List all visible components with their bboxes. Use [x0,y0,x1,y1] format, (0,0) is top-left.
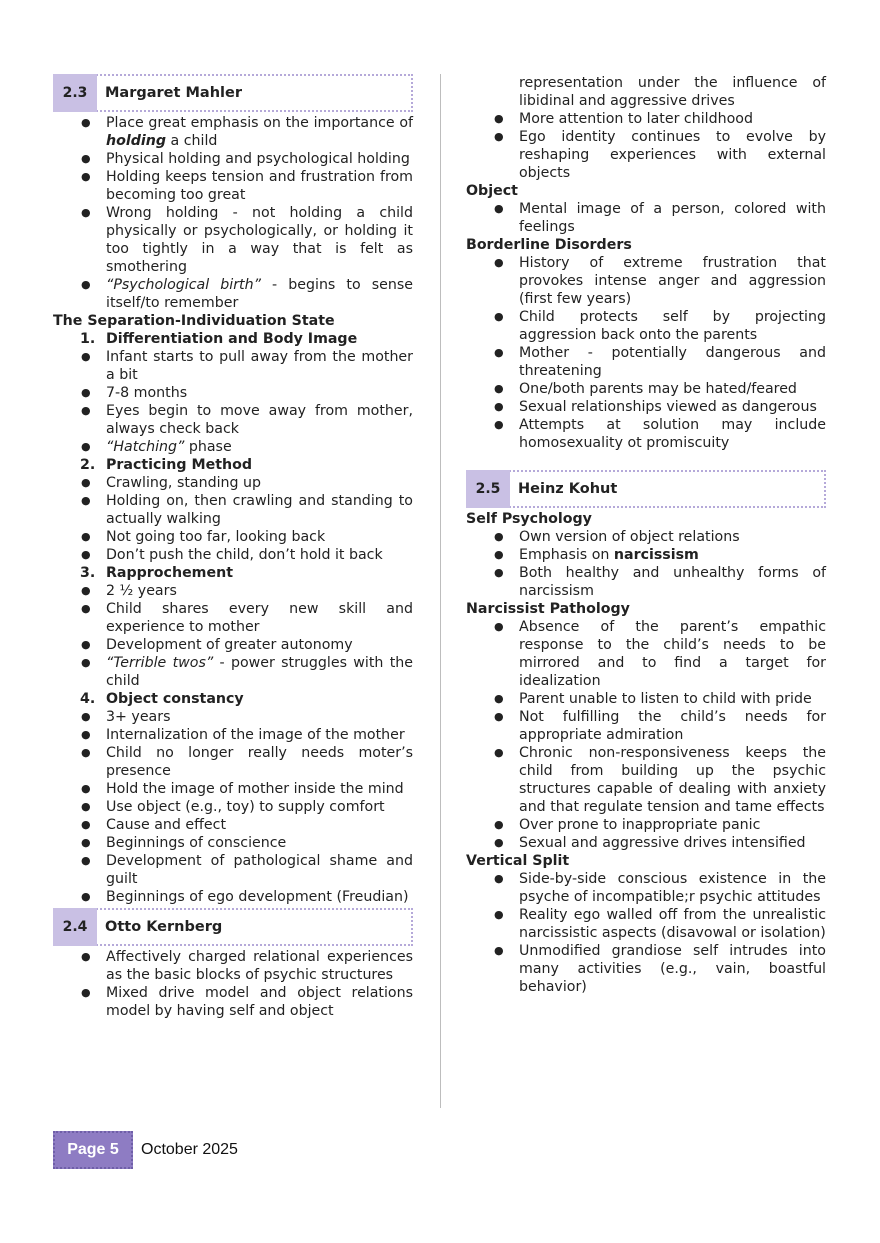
right-column [466,74,826,996]
list-item: ● Unmodified grandiose self intrudes into many activities (e.g., vain, boastful behavior) [466,942,826,996]
list-item: ● Holding keeps tension and frustration from becoming too great [53,168,413,204]
list-item: ● Mental image of a person, colored with feelings [466,200,826,236]
list-item: ● 3+ years [53,708,413,726]
section-header-2-5 [466,470,826,508]
stage-title: 2. Practicing Method [80,457,253,473]
section-title: Margaret Mahler [105,85,242,101]
list-item: ● Use object (e.g., toy) to supply comfort [53,798,413,816]
list-item: ● Eyes begin to move away from mother, always check back [53,402,413,438]
list-item: ● 2 ½ years [53,582,413,600]
list-item: ● Emphasis on narcissism [466,546,826,564]
list-item: ● Reality ego walled off from the unrealistic narcissistic aspects (disavowal or isolation) [466,906,826,942]
list-item: ● History of extreme frustration that provokes intense anger and aggression (first few years) [466,254,826,308]
list-item: ● Crawling, standing up [53,474,413,492]
list-item: ● Beginnings of conscience [53,834,413,852]
list-item: ● Physical holding and psychological holding [53,150,413,168]
subheading: Narcissist Pathology [466,601,630,617]
list-item: ● Don’t push the child, don’t hold it back [53,546,413,564]
list-item: ● Development of greater autonomy [53,636,413,654]
list-item: ● Holding on, then crawling and standing to actually walking [53,492,413,528]
stage-1 [53,330,413,348]
list-item: ● Mixed drive model and object relations model by having self and object [53,984,413,1020]
page-number-badge: Page 5 [53,1131,133,1169]
list-item: ● More attention to later childhood [466,110,826,128]
stage-3 [53,564,413,582]
section-number: 2.3 [53,74,97,112]
list-item: ● 7-8 months [53,384,413,402]
list-item: ● Internalization of the image of the mother [53,726,413,744]
list-item: ● “Psychological birth” - begins to sense itself/to remember [53,276,413,312]
section-header-2-4 [53,908,413,946]
stage-4 [53,690,413,708]
list-item: ● Attempts at solution may include homosexuality ot promiscuity [466,416,826,452]
section-number: 2.4 [53,908,97,946]
list-item: ● Affectively charged relational experiences as the basic blocks of psychic structures [53,948,413,984]
section-number: 2.5 [466,470,510,508]
section-header-2-3 [53,74,413,112]
subheading: Borderline Disorders [466,237,632,253]
subheading: The Separation-Individuation State [53,313,335,329]
footer-date: October 2025 [141,1141,238,1158]
list-item: ● Place great emphasis on the importance of holding a child [53,114,413,150]
list-item-continued: representation under the influence of libidinal and aggressive drives [519,75,826,109]
left-column [53,74,413,1020]
list-item: ● Chronic non-responsiveness keeps the child from building up the psychic structures capable of dealing with anxiety and that regulate tension and tame effects [466,744,826,816]
subheading: Vertical Split [466,853,570,869]
list-item: ● Side-by-side conscious existence in the psyche of incompatible;r psychic attitudes [466,870,826,906]
section-title: Otto Kernberg [105,919,223,935]
column-divider [440,74,441,1108]
list-item: ● Child no longer really needs moter’s presence [53,744,413,780]
list-item: ● “Hatching” phase [53,438,413,456]
mahler-list [53,114,413,312]
list-item: ● Sexual relationships viewed as dangerous [466,398,826,416]
page-footer [53,1131,238,1169]
stage-title: 3. Rapprochement [80,565,233,581]
list-item: ● Beginnings of ego development (Freudian) [53,888,413,906]
stage-title: 1. Differentiation and Body Image [80,331,358,347]
section-title: Heinz Kohut [518,481,618,497]
list-item: ● Own version of object relations [466,528,826,546]
list-item: ● Not fulfilling the child’s needs for appropriate admiration [466,708,826,744]
list-item: ● “Terrible twos” - power struggles with the child [53,654,413,690]
subheading: Self Psychology [466,511,592,527]
list-item: ● Both healthy and unhealthy forms of narcissism [466,564,826,600]
list-item: ● Parent unable to listen to child with pride [466,690,826,708]
list-item: ● Sexual and aggressive drives intensified [466,834,826,852]
list-item: ● Absence of the parent’s empathic response to the child’s needs to be mirrored and to find a target for idealization [466,618,826,690]
list-item: ● Infant starts to pull away from the mother a bit [53,348,413,384]
list-item: ● Cause and effect [53,816,413,834]
stage-2 [53,456,413,474]
stage-title: 4. Object constancy [80,691,244,707]
list-item: ● Ego identity continues to evolve by reshaping experiences with external objects [466,128,826,182]
list-item: ● Mother - potentially dangerous and threatening [466,344,826,380]
list-item: ● Not going too far, looking back [53,528,413,546]
list-item: ● One/both parents may be hated/feared [466,380,826,398]
list-item: ● Child protects self by projecting aggression back onto the parents [466,308,826,344]
subheading: Object [466,183,518,199]
list-item: ● Development of pathological shame and guilt [53,852,413,888]
kernberg-continued-list [466,74,826,182]
list-item: ● Hold the image of mother inside the mind [53,780,413,798]
list-item: ● Wrong holding - not holding a child physically or psychologically, or holding it too tightly in a way that is felt as smothering [53,204,413,276]
list-item: ● Over prone to inappropriate panic [466,816,826,834]
list-item: ● Child shares every new skill and experience to mother [53,600,413,636]
kernberg-list [53,948,413,1020]
